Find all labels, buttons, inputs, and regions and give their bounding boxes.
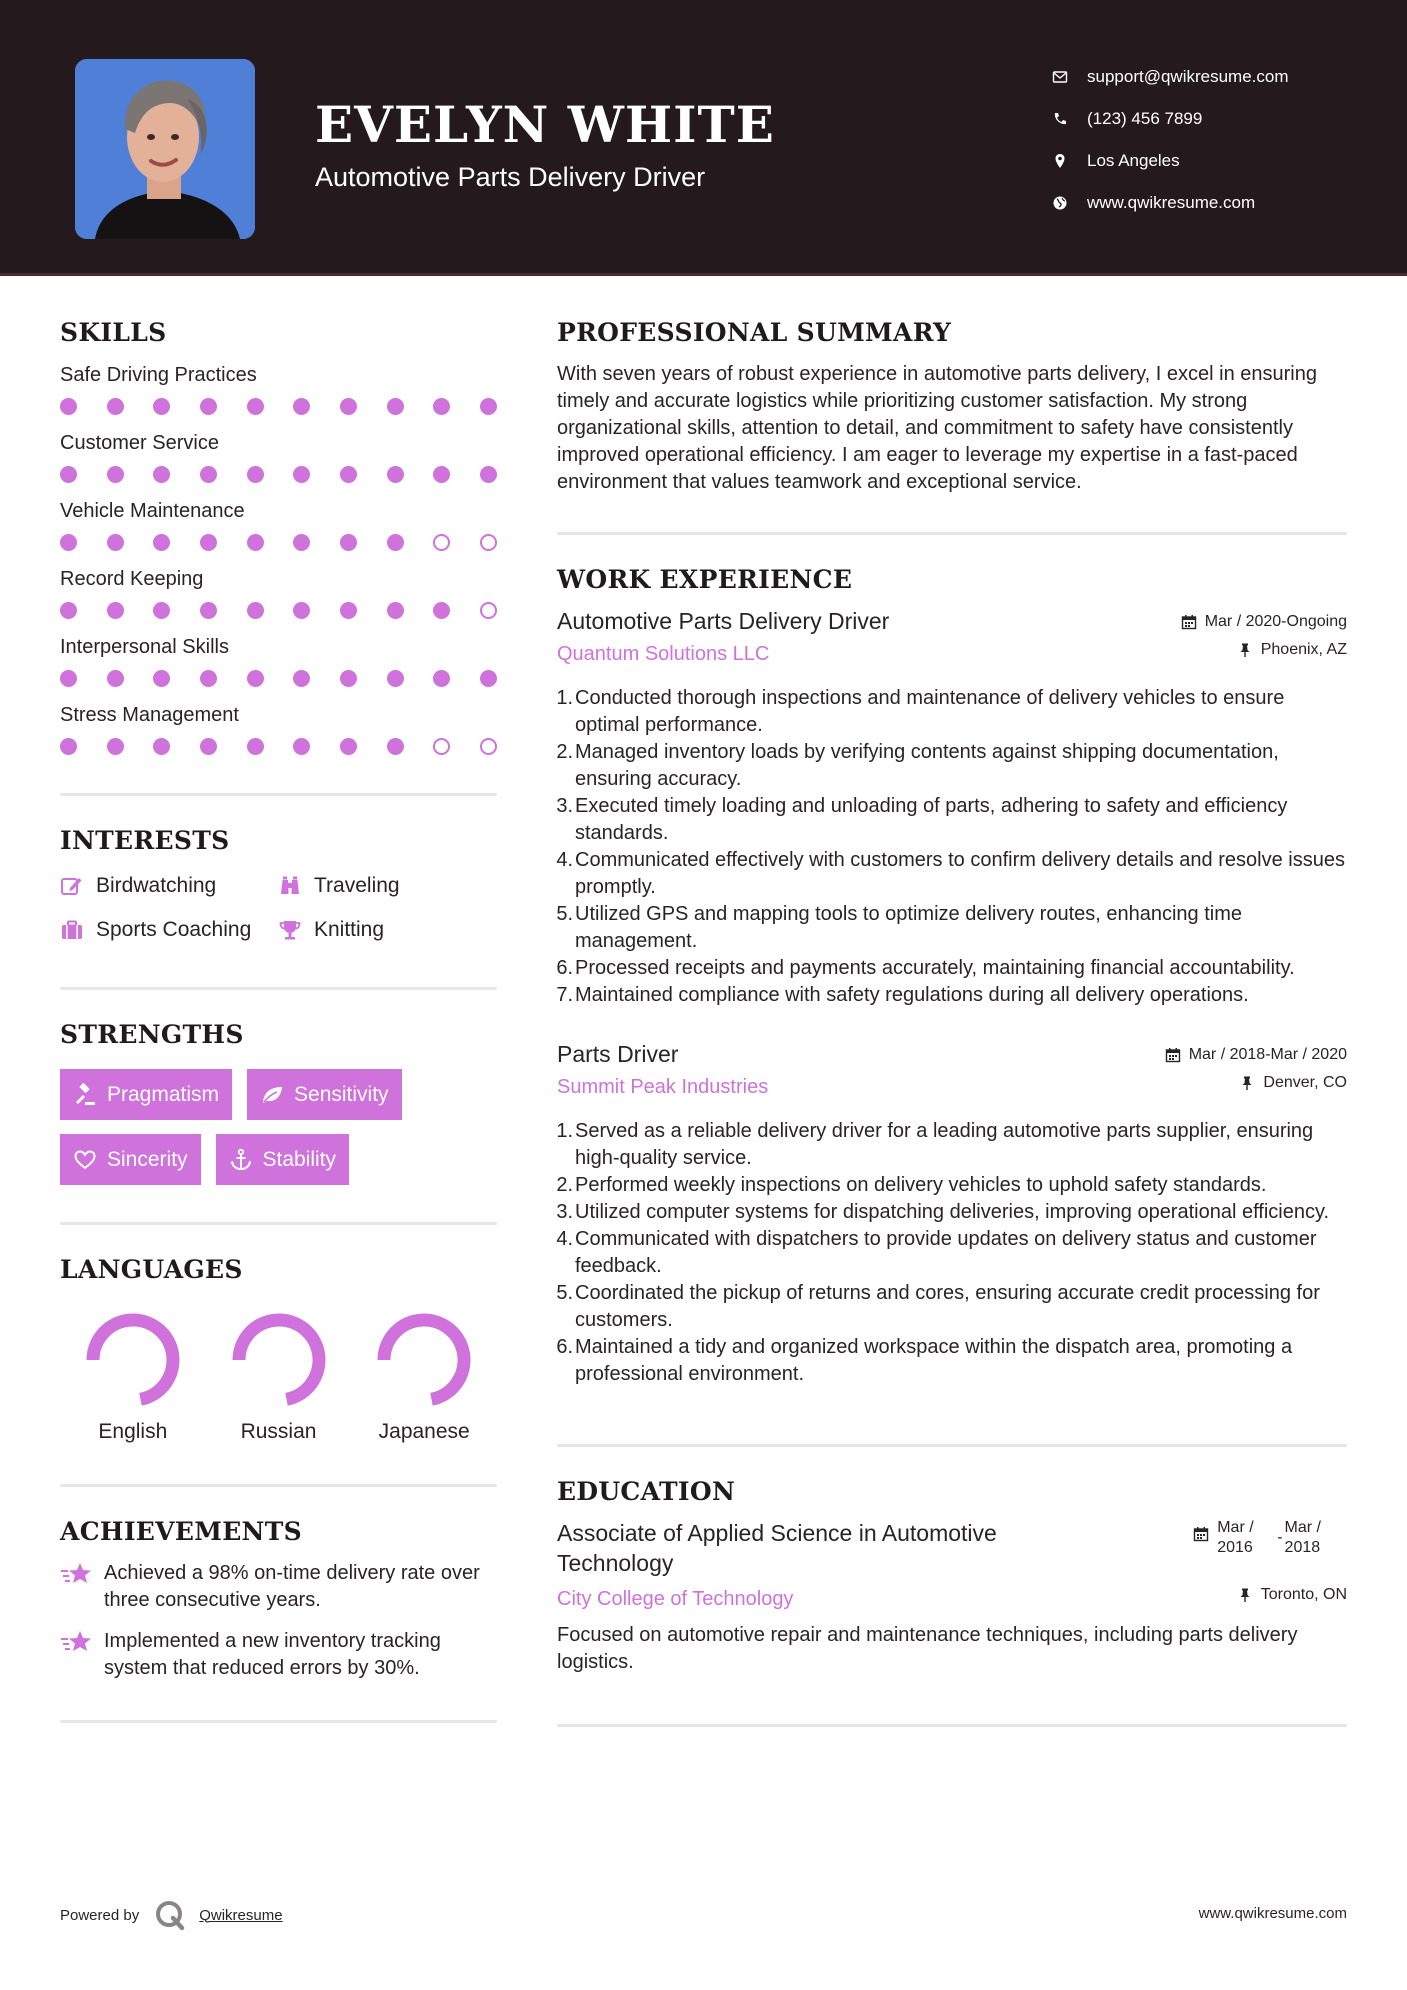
education-degree: Associate of Applied Science in Automotive Technology bbox=[557, 1520, 997, 1576]
rating-dot-filled bbox=[293, 602, 310, 619]
contact-location bbox=[1050, 140, 1380, 182]
rating-dot-empty bbox=[433, 534, 450, 551]
profile-photo bbox=[75, 59, 255, 239]
rating-dot-filled bbox=[247, 466, 264, 483]
skill-rating bbox=[60, 669, 497, 687]
qwikresume-link[interactable]: Qwikresume bbox=[199, 1906, 283, 1924]
strength-label: Sensitivity bbox=[294, 1082, 389, 1106]
experience-section bbox=[557, 567, 1347, 1388]
duty-item: Served as a reliable delivery driver for a leading automotive parts supplier, ensuring high-quality service. bbox=[575, 1120, 1314, 1169]
skill-rating bbox=[60, 601, 497, 619]
rating-dot-filled bbox=[387, 534, 404, 551]
education-end-year: 2018 bbox=[1284, 1539, 1321, 1556]
date-separator: - bbox=[1277, 1529, 1283, 1546]
calendar-icon bbox=[1165, 1047, 1181, 1063]
rating-dot-filled bbox=[153, 602, 170, 619]
duty-item: Managed inventory loads by verifying contents against shipping documentation, ensuring accuracy. bbox=[575, 741, 1279, 790]
job-location-text: Denver, CO bbox=[1263, 1074, 1347, 1091]
globe-icon bbox=[1050, 193, 1070, 213]
rating-dot-filled bbox=[247, 398, 264, 415]
rating-dot-filled bbox=[107, 398, 124, 415]
skills-list bbox=[60, 363, 497, 755]
portrait-image bbox=[75, 59, 255, 239]
job-location bbox=[1239, 1074, 1347, 1092]
education-start bbox=[1217, 1518, 1277, 1558]
rating-dot-filled bbox=[107, 738, 124, 755]
job-header bbox=[557, 1039, 1347, 1069]
left-column bbox=[60, 320, 497, 1723]
rating-dot-filled bbox=[247, 670, 264, 687]
rating-dot-empty bbox=[480, 738, 497, 755]
rating-dot-filled bbox=[200, 670, 217, 687]
contact-location-text: Los Angeles bbox=[1087, 151, 1180, 170]
rating-dot-filled bbox=[60, 466, 77, 483]
section-divider bbox=[557, 532, 1347, 535]
rating-dot-filled bbox=[433, 466, 450, 483]
rating-dot-filled bbox=[340, 398, 357, 415]
duty-item: Utilized GPS and mapping tools to optimize delivery routes, enhancing time management. bbox=[575, 903, 1243, 952]
job-subheader bbox=[557, 641, 1347, 667]
job-location-text: Phoenix, AZ bbox=[1260, 641, 1347, 658]
skill-item bbox=[60, 567, 497, 619]
interests-list bbox=[60, 871, 497, 945]
section-divider bbox=[60, 987, 497, 990]
right-column bbox=[557, 320, 1347, 1727]
heart-icon bbox=[73, 1148, 97, 1172]
language-item bbox=[351, 1312, 497, 1444]
strength-label: Stability bbox=[262, 1147, 337, 1171]
language-level-arc bbox=[384, 1320, 464, 1399]
calendar-icon bbox=[1193, 1526, 1209, 1542]
rating-dot-filled bbox=[433, 670, 450, 687]
rating-dot-filled bbox=[60, 534, 77, 551]
duty-item: Maintained a tidy and organized workspace within the dispatch area, promoting a professional environment. bbox=[575, 1336, 1293, 1385]
education-description: Focused on automotive repair and maintenance techniques, including parts delivery logistics. bbox=[557, 1624, 1298, 1673]
language-level-arc bbox=[93, 1320, 173, 1399]
rating-dot-filled bbox=[107, 602, 124, 619]
rating-dot-filled bbox=[387, 466, 404, 483]
duty-item: Communicated with dispatchers to provide updates on delivery status and customer feedback. bbox=[575, 1228, 1317, 1277]
education-header bbox=[557, 1518, 1347, 1578]
rating-dot-filled bbox=[480, 670, 497, 687]
education-subheader bbox=[557, 1586, 1347, 1612]
leaf-icon bbox=[260, 1083, 284, 1107]
candidate-name: EVELYN WHITE bbox=[315, 95, 775, 154]
education-section bbox=[557, 1479, 1347, 1676]
achievement-item bbox=[60, 1560, 497, 1614]
rating-dot-filled bbox=[153, 398, 170, 415]
rating-dot-filled bbox=[387, 738, 404, 755]
rating-dot-filled bbox=[200, 534, 217, 551]
trophy-icon bbox=[278, 918, 302, 942]
rating-dot-filled bbox=[200, 398, 217, 415]
skill-rating bbox=[60, 397, 497, 415]
calendar-icon bbox=[1181, 614, 1197, 630]
resume-header bbox=[0, 0, 1407, 276]
education-start-month: Mar / bbox=[1217, 1519, 1254, 1536]
summary-text: With seven years of robust experience in automotive parts delivery, I excel in ensuring timely and accurate logistics while prioritizing customer satisfaction. My strong organizational skills, attention to detail, and commitment to safety have consistently improved operational efficiency. I am eager to leverage my expertise in a fast-paced environment that values teamwork and exceptional service. bbox=[557, 363, 1317, 493]
languages-title: LANGUAGES bbox=[60, 1255, 243, 1284]
contact-phone-text: (123) 456 7899 bbox=[1087, 109, 1203, 128]
summary-section bbox=[557, 320, 1347, 496]
strengths-list bbox=[60, 1069, 497, 1185]
language-level-ring bbox=[231, 1312, 327, 1408]
contact-website[interactable] bbox=[1050, 182, 1380, 224]
achievement-item bbox=[60, 1628, 497, 1682]
map-pin-icon bbox=[1050, 151, 1070, 171]
pushpin-icon bbox=[1239, 1075, 1255, 1091]
rating-dot-filled bbox=[200, 466, 217, 483]
job-role: Automotive Parts Delivery Driver bbox=[557, 608, 890, 634]
rating-dot-filled bbox=[107, 534, 124, 551]
job-entry bbox=[557, 606, 1347, 1009]
rating-dot-filled bbox=[153, 466, 170, 483]
skills-title: SKILLS bbox=[60, 318, 167, 347]
star-icon bbox=[60, 1628, 94, 1656]
anchor-icon bbox=[229, 1148, 253, 1172]
job-duties bbox=[557, 1118, 1347, 1388]
interest-label: Sports Coaching bbox=[96, 918, 252, 941]
education-title: EDUCATION bbox=[557, 1477, 736, 1506]
rating-dot-filled bbox=[153, 738, 170, 755]
rating-dot-filled bbox=[153, 670, 170, 687]
interests-section bbox=[60, 828, 497, 945]
interest-item bbox=[278, 871, 497, 901]
binoculars-icon bbox=[278, 874, 302, 898]
strength-tag bbox=[216, 1134, 350, 1185]
language-item bbox=[206, 1312, 352, 1444]
rating-dot-filled bbox=[247, 534, 264, 551]
skill-item bbox=[60, 363, 497, 415]
achievement-text: Implemented a new inventory tracking system that reduced errors by 30%. bbox=[104, 1630, 441, 1679]
skills-section bbox=[60, 320, 497, 755]
education-end bbox=[1285, 1518, 1321, 1558]
interest-label: Knitting bbox=[314, 918, 385, 941]
job-company: Quantum Solutions LLC bbox=[557, 643, 770, 665]
rating-dot-filled bbox=[200, 738, 217, 755]
skill-item bbox=[60, 635, 497, 687]
rating-dot-filled bbox=[293, 466, 310, 483]
rating-dot-filled bbox=[340, 534, 357, 551]
rating-dot-filled bbox=[60, 602, 77, 619]
strength-label: Sincerity bbox=[107, 1147, 188, 1171]
rating-dot-filled bbox=[107, 670, 124, 687]
envelope-icon bbox=[1050, 67, 1070, 87]
language-level-ring bbox=[376, 1312, 472, 1408]
language-name: Japanese bbox=[378, 1420, 470, 1443]
language-level-ring bbox=[85, 1312, 181, 1408]
rating-dot-filled bbox=[293, 670, 310, 687]
rating-dot-filled bbox=[293, 738, 310, 755]
strength-tag bbox=[60, 1069, 232, 1120]
job-duties bbox=[557, 685, 1347, 1009]
skill-rating bbox=[60, 465, 497, 483]
rating-dot-filled bbox=[247, 602, 264, 619]
languages-list bbox=[60, 1312, 497, 1444]
rating-dot-filled bbox=[340, 466, 357, 483]
skill-rating bbox=[60, 737, 497, 755]
rating-dot-filled bbox=[387, 602, 404, 619]
section-divider bbox=[60, 1222, 497, 1225]
skill-name: Interpersonal Skills bbox=[60, 636, 229, 658]
contact-list bbox=[1050, 56, 1380, 224]
job-header bbox=[557, 606, 1347, 636]
language-name: English bbox=[98, 1420, 168, 1443]
skill-item bbox=[60, 431, 497, 483]
rating-dot-filled bbox=[480, 398, 497, 415]
duty-item: Communicated effectively with customers to confirm delivery details and resolve issues promptly. bbox=[575, 849, 1345, 898]
section-divider bbox=[60, 1720, 497, 1723]
section-divider bbox=[60, 1484, 497, 1487]
rating-dot-filled bbox=[247, 738, 264, 755]
job-location bbox=[1237, 641, 1347, 659]
job-dates-text: Mar / 2018-Mar / 2020 bbox=[1188, 1046, 1347, 1063]
job-entry bbox=[557, 1039, 1347, 1388]
section-divider bbox=[557, 1444, 1347, 1447]
duty-item: Performed weekly inspections on delivery vehicles to uphold safety standards. bbox=[575, 1174, 1267, 1196]
job-role: Parts Driver bbox=[557, 1041, 679, 1067]
strength-tag bbox=[60, 1134, 201, 1185]
duty-item: Coordinated the pickup of returns and cores, ensuring accurate credit processing for customers. bbox=[575, 1282, 1320, 1331]
skill-name: Vehicle Maintenance bbox=[60, 500, 245, 522]
contact-email[interactable] bbox=[1050, 56, 1380, 98]
skill-name: Customer Service bbox=[60, 432, 219, 454]
interest-item bbox=[278, 915, 497, 945]
rating-dot-filled bbox=[153, 534, 170, 551]
star-icon bbox=[60, 1560, 94, 1588]
footer-powered-by bbox=[60, 1898, 283, 1932]
candidate-title: Automotive Parts Delivery Driver bbox=[315, 162, 706, 192]
rating-dot-filled bbox=[200, 602, 217, 619]
experience-title: WORK EXPERIENCE bbox=[557, 565, 853, 594]
languages-section bbox=[60, 1257, 497, 1444]
strength-label: Pragmatism bbox=[107, 1082, 220, 1106]
rating-dot-filled bbox=[387, 398, 404, 415]
language-item bbox=[60, 1312, 206, 1444]
rating-dot-filled bbox=[387, 670, 404, 687]
skill-item bbox=[60, 499, 497, 551]
strengths-section bbox=[60, 1022, 497, 1185]
rating-dot-filled bbox=[340, 738, 357, 755]
rating-dot-filled bbox=[340, 670, 357, 687]
achievement-text: Achieved a 98% on-time delivery rate over three consecutive years. bbox=[104, 1562, 480, 1611]
interest-item bbox=[60, 871, 278, 901]
strength-tag bbox=[247, 1069, 402, 1120]
rating-dot-filled bbox=[480, 466, 497, 483]
skill-name: Stress Management bbox=[60, 704, 239, 726]
education-location bbox=[1237, 1586, 1347, 1604]
contact-phone[interactable] bbox=[1050, 98, 1380, 140]
section-divider bbox=[557, 1724, 1347, 1727]
interest-item bbox=[60, 915, 278, 945]
pencil-icon bbox=[60, 874, 84, 898]
rating-dot-empty bbox=[480, 602, 497, 619]
rating-dot-filled bbox=[293, 398, 310, 415]
strengths-title: STRENGTHS bbox=[60, 1020, 244, 1049]
education-start-year: 2016 bbox=[1217, 1539, 1253, 1556]
job-subheader bbox=[557, 1074, 1347, 1100]
job-dates bbox=[1165, 1046, 1347, 1064]
skill-rating bbox=[60, 533, 497, 551]
duty-item: Maintained compliance with safety regulations during all delivery operations. bbox=[575, 984, 1249, 1006]
phone-icon bbox=[1050, 109, 1070, 129]
job-company: Summit Peak Industries bbox=[557, 1076, 769, 1098]
rating-dot-filled bbox=[433, 602, 450, 619]
education-school: City College of Technology bbox=[557, 1588, 794, 1610]
skill-name: Record Keeping bbox=[60, 568, 204, 590]
rating-dot-filled bbox=[293, 534, 310, 551]
summary-title: PROFESSIONAL SUMMARY bbox=[557, 318, 952, 347]
duty-item: Utilized computer systems for dispatching deliveries, improving operational efficiency. bbox=[575, 1201, 1330, 1223]
rating-dot-filled bbox=[60, 670, 77, 687]
contact-email-text: support@qwikresume.com bbox=[1087, 67, 1289, 86]
rating-dot-filled bbox=[340, 602, 357, 619]
education-dates bbox=[1193, 1518, 1321, 1558]
achievements-title: ACHIEVEMENTS bbox=[60, 1517, 302, 1546]
powered-by-text: Powered by bbox=[60, 1906, 140, 1924]
contact-website-text: www.qwikresume.com bbox=[1087, 193, 1256, 212]
pushpin-icon bbox=[1237, 1587, 1253, 1603]
language-name: Russian bbox=[240, 1420, 317, 1443]
interests-title: INTERESTS bbox=[60, 826, 230, 855]
interest-label: Birdwatching bbox=[96, 874, 217, 897]
footer-website[interactable]: www.qwikresume.com bbox=[1198, 1905, 1347, 1922]
job-dates bbox=[1181, 613, 1347, 631]
rating-dot-filled bbox=[60, 738, 77, 755]
rating-dot-filled bbox=[107, 466, 124, 483]
achievements-section bbox=[60, 1519, 497, 1682]
rating-dot-empty bbox=[433, 738, 450, 755]
interest-label: Traveling bbox=[314, 874, 400, 897]
education-location-text: Toronto, ON bbox=[1260, 1586, 1347, 1603]
duty-item: Executed timely loading and unloading of parts, adhering to safety and efficiency standards. bbox=[575, 795, 1288, 844]
qwikresume-logo-icon bbox=[153, 1898, 187, 1932]
job-dates-text: Mar / 2020-Ongoing bbox=[1204, 613, 1347, 630]
skill-item bbox=[60, 703, 497, 755]
suitcase-icon bbox=[60, 918, 84, 942]
rating-dot-filled bbox=[60, 398, 77, 415]
rating-dot-empty bbox=[480, 534, 497, 551]
gavel-icon bbox=[73, 1083, 97, 1107]
section-divider bbox=[60, 793, 497, 796]
duty-item: Processed receipts and payments accurately, maintaining financial accountability. bbox=[575, 957, 1295, 979]
rating-dot-filled bbox=[433, 398, 450, 415]
education-end-month: Mar / bbox=[1284, 1519, 1321, 1536]
achievements-list bbox=[60, 1560, 497, 1682]
pushpin-icon bbox=[1237, 642, 1253, 658]
duty-item: Conducted thorough inspections and maintenance of delivery vehicles to ensure optimal performance. bbox=[575, 687, 1285, 736]
language-level-arc bbox=[239, 1320, 319, 1399]
skill-name: Safe Driving Practices bbox=[60, 364, 257, 386]
